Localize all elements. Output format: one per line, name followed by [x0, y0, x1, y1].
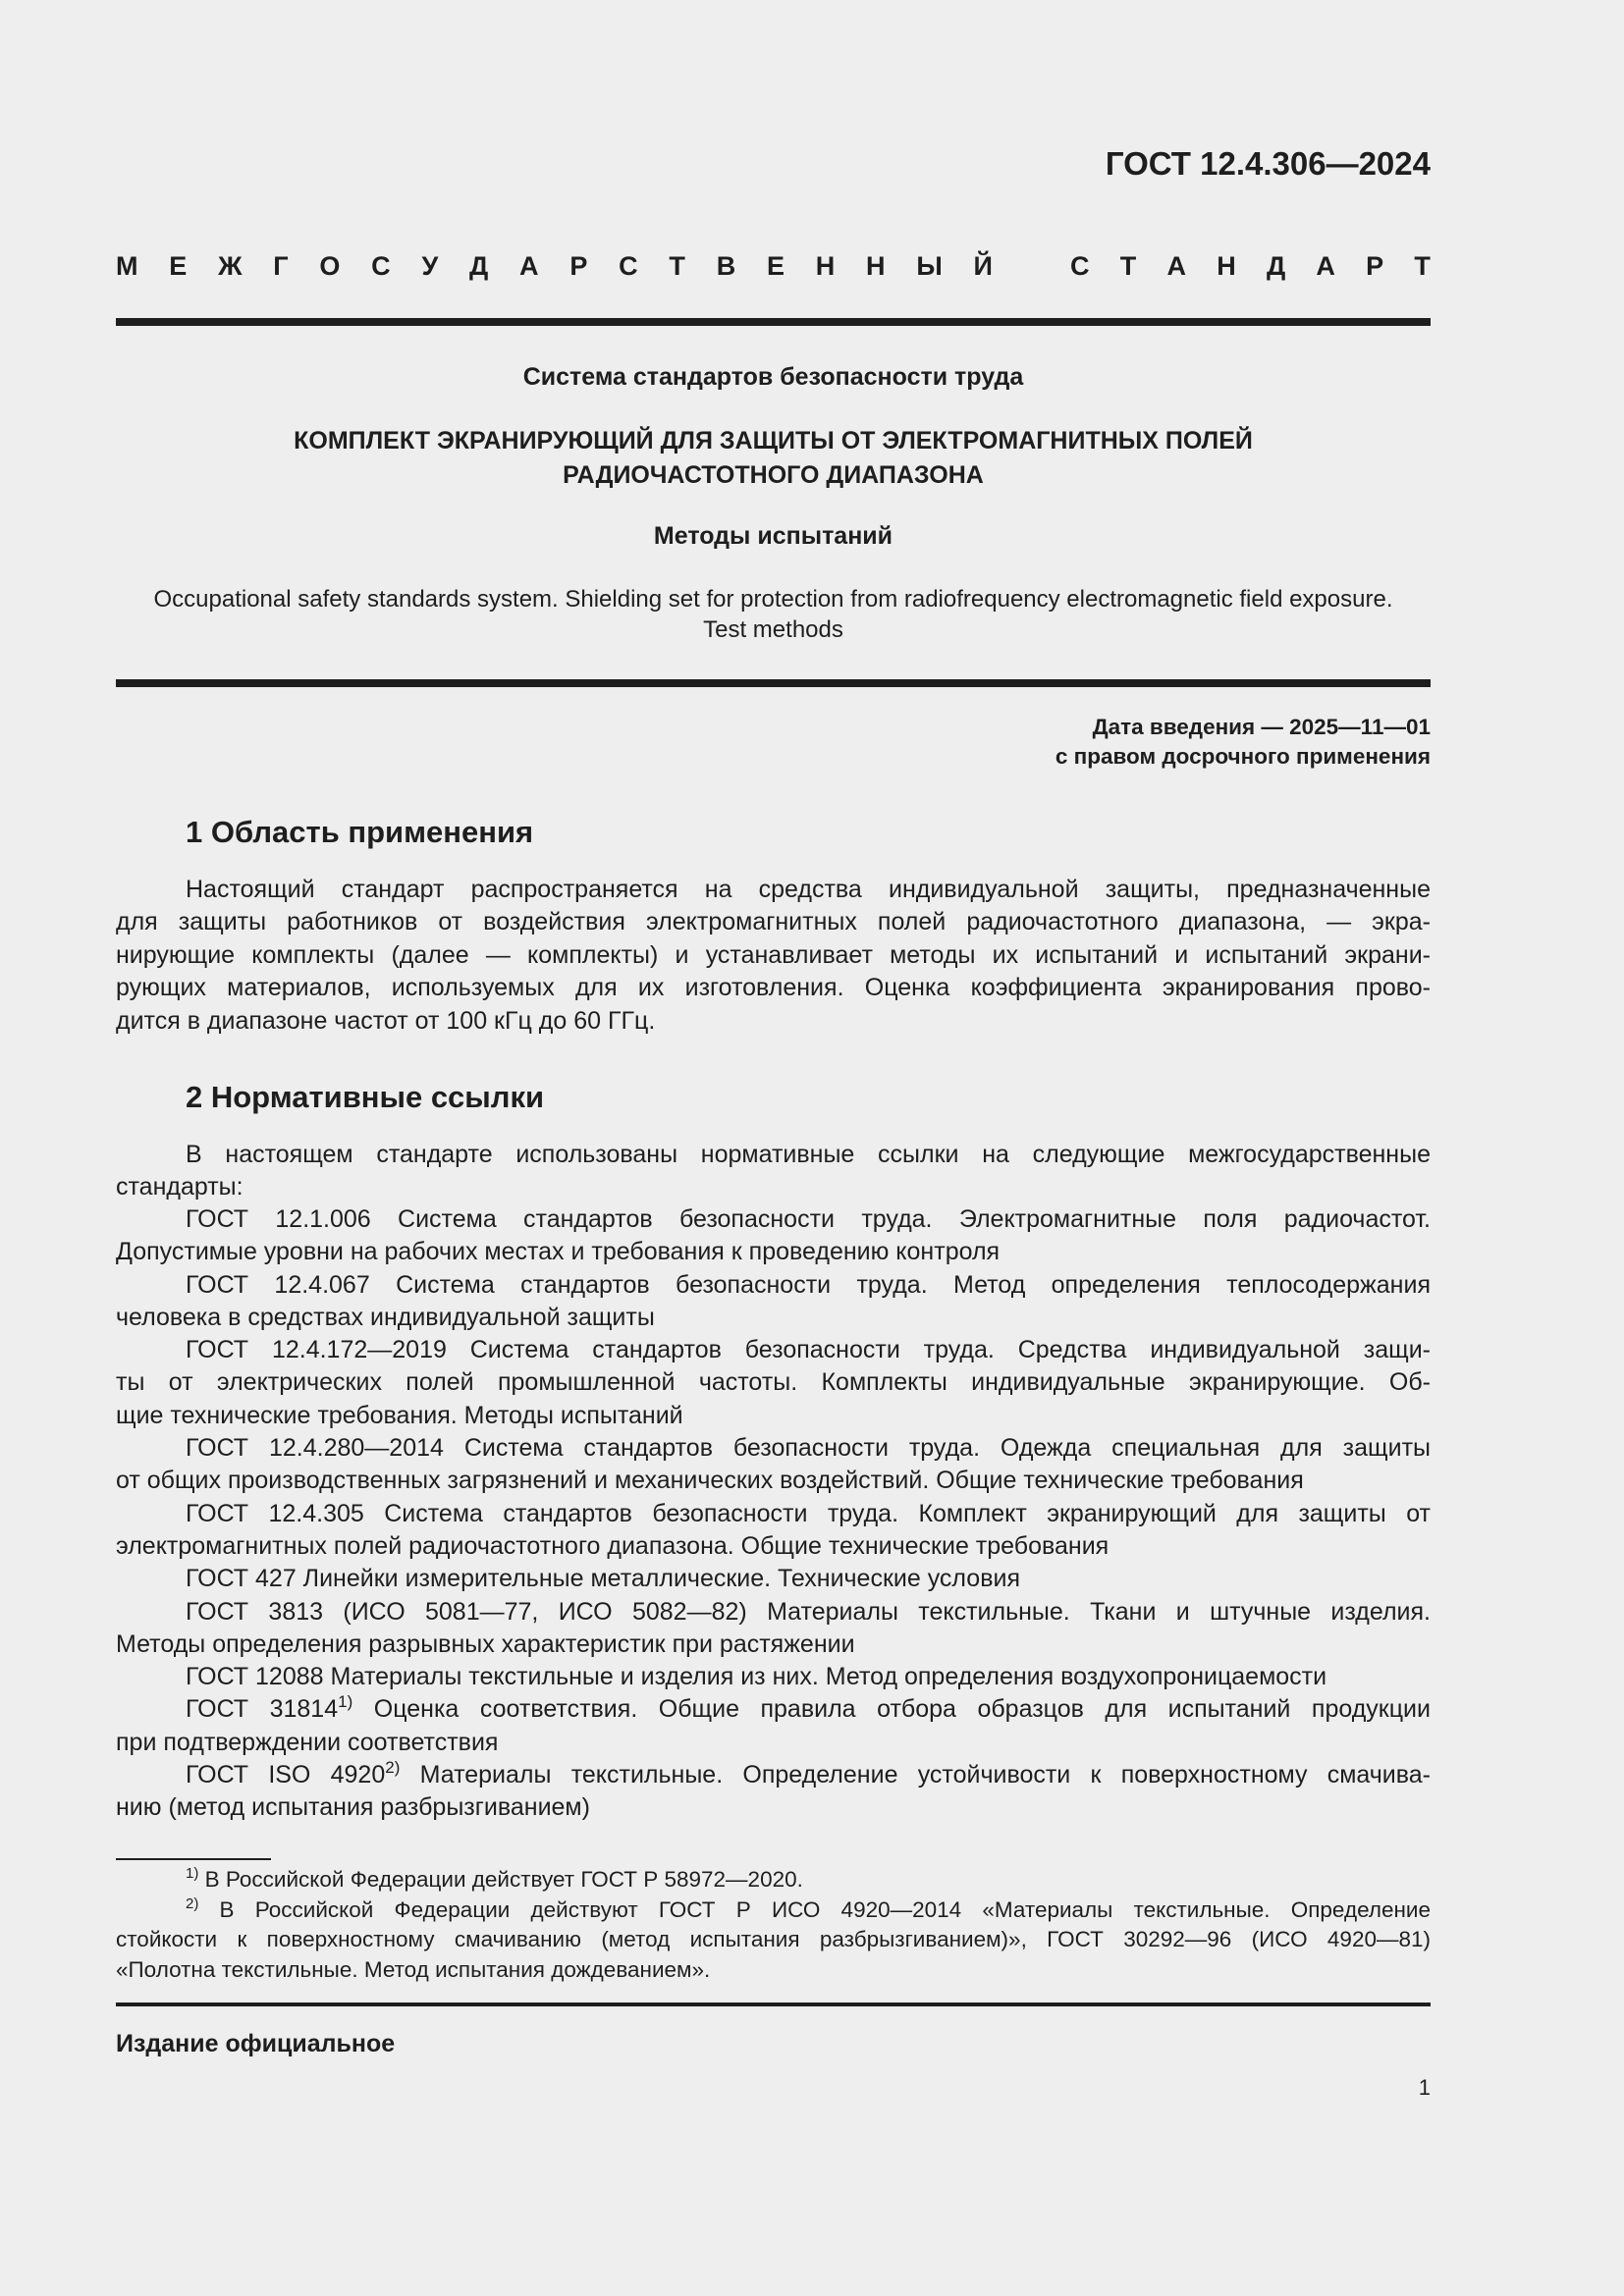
paragraph-line: при подтверждении соответствия	[116, 1728, 499, 1756]
paragraph-line: дится в диапазоне частот от 100 кГц до 60 ГГц.	[116, 1006, 656, 1035]
title-divider	[116, 679, 1431, 687]
footer-divider	[116, 2002, 1431, 2006]
reference-item	[116, 1759, 1431, 1825]
heading-letter: Н	[1217, 251, 1236, 281]
paragraph-line: от общих производственных загрязнений и механических воздействий. Общие технические требования	[116, 1467, 1304, 1495]
paragraph-line: нию (метод испытания разбрызгиванием)	[116, 1793, 590, 1822]
paragraph-line: рующих материалов, используемых для их изготовления. Оценка коэффициента экранирования прово-	[116, 974, 1431, 1002]
footnote-text: В Российской Федерации действует ГОСТ Р 58972—2020.	[198, 1867, 803, 1892]
heading-letter: С	[619, 251, 638, 281]
paragraph-line	[116, 1759, 1431, 1791]
heading-letter: Д	[1266, 251, 1286, 281]
page-number: 1	[1418, 2075, 1431, 2100]
heading-letter: Н	[815, 251, 836, 281]
footnote-line: «Полотна текстильные. Метод испытания дождеванием».	[116, 1956, 711, 1982]
subtitle: Методы испытаний	[653, 522, 893, 550]
heading-letter: У	[421, 251, 439, 281]
footnote-mark: 2)	[186, 1895, 199, 1912]
paragraph-line: нирующие комплекты (далее — комплекты) и устанавливает методы их испытаний и испытаний экрани-	[116, 940, 1431, 969]
heading-letter: Ж	[218, 251, 243, 281]
paragraph-line: ГОСТ 12.4.067 Система стандартов безопасности труда. Метод определения теплосодержания	[186, 1270, 1431, 1299]
footnote-line: стойкости к поверхностному смачиванию (метод испытания разбрызгиванием)», ГОСТ 30292—96 (ИСО 4920—81)	[116, 1927, 1431, 1951]
paragraph-line: Допустимые уровни на рабочих местах и требования к проведению контроля	[116, 1238, 1001, 1266]
heading-letter: М	[116, 251, 138, 281]
paragraph-line: ГОСТ 12.4.172—2019 Система стандартов безопасности труда. Средства индивидуальной защи-	[186, 1336, 1431, 1364]
heading-letter: Й	[973, 251, 993, 281]
paragraph-line: ты от электрических полей промышленной частоты. Комплекты индивидуальные экранирующие. Об-	[116, 1368, 1431, 1397]
reference-items	[116, 1203, 1431, 1693]
heading-letter: О	[319, 251, 341, 281]
reference-item	[116, 1661, 1431, 1693]
heading-letter: А	[519, 251, 539, 281]
paragraph-line: ГОСТ 12088 Материалы текстильные и изделия из них. Метод определения воздухопроницаемости	[186, 1663, 1327, 1691]
reference-code: ГОСТ 31814	[186, 1695, 339, 1724]
footnote-separator	[116, 1858, 271, 1860]
english-title	[116, 584, 1431, 645]
paragraph-line: Методы определения разрывных характеристик при растяжении	[116, 1629, 855, 1658]
heading-letter: А	[1166, 251, 1186, 281]
reference-code: ГОСТ ISO 4920	[186, 1761, 386, 1789]
footnote-mark: 1)	[186, 1865, 199, 1882]
heading-letter: Е	[169, 251, 188, 281]
standard-kind-heading	[116, 251, 1431, 282]
reference-item	[116, 1498, 1431, 1564]
paragraph-line: ГОСТ 3813 (ИСО 5081—77, ИСО 5082—82) Материалы текстильные. Ткани и штучные изделия.	[186, 1597, 1431, 1626]
paragraph-line: для защиты работников от воздействия электромагнитных полей радиочастотного диапазона, — экра-	[116, 908, 1431, 936]
paragraph-line: человека в средствах индивидуальной защиты	[116, 1303, 655, 1331]
reference-item	[116, 1334, 1431, 1432]
paragraph-line: стандарты:	[116, 1173, 244, 1201]
reference-title: Оценка соответствия. Общие правила отбора образцов для испытаний продукции	[352, 1695, 1431, 1724]
heading-letter: Т	[1414, 251, 1431, 281]
footnotes	[116, 1865, 1431, 1985]
heading-letter: Г	[273, 251, 289, 281]
paragraph-line: Настоящий стандарт распространяется на средства индивидуальной защиты, предназначенные	[186, 876, 1431, 903]
heading-letter: Т	[669, 251, 685, 281]
heading-letter: Е	[766, 251, 785, 281]
introduction-date-line: Дата введения — 2025—11—01	[1092, 715, 1431, 739]
heading-letter: Н	[866, 251, 886, 281]
heading-letter: В	[716, 251, 736, 281]
heading-letter: А	[1316, 251, 1335, 281]
english-title-line: Test methods	[703, 616, 843, 643]
paragraph-line: ГОСТ 427 Линейки измерительные металлические. Технические условия	[186, 1565, 1020, 1593]
reference-item	[116, 1563, 1431, 1595]
footnote-1	[116, 1865, 1431, 1896]
reference-item	[116, 1693, 1431, 1759]
official-edition-label: Издание официальное	[116, 2030, 396, 2057]
standard-kind-word-standard	[1070, 251, 1431, 282]
footnote-2	[116, 1896, 1431, 1926]
paragraph-line	[116, 1693, 1431, 1726]
heading-letter: Ы	[916, 251, 943, 281]
footnote-text: В Российской Федерации действуют ГОСТ Р ИСО 4920—2014 «Материалы текстильные. Определение	[198, 1896, 1431, 1922]
system-title: Система стандартов безопасности труда	[522, 363, 1024, 391]
paragraph-line: щие технические требования. Методы испытаний	[116, 1401, 683, 1429]
heading-letter: Р	[1366, 251, 1384, 281]
reference-title: Материалы текстильные. Определение устойчивости к поверхностному смачива-	[400, 1761, 1431, 1789]
footnote-mark: 1)	[338, 1693, 353, 1712]
section-heading-scope: 1 Область применения	[186, 815, 534, 849]
section-scope-paragraph	[116, 874, 1431, 1038]
heading-letter: Р	[569, 251, 588, 281]
section-heading-references: 2 Нормативные ссылки	[186, 1080, 545, 1114]
heading-letter: Д	[469, 251, 489, 281]
paragraph-line: В настоящем стандарте использованы нормативные ссылки на следующие межгосударственные	[186, 1141, 1431, 1168]
main-title-line: РАДИОЧАСТОТНОГО ДИАПАЗОНА	[563, 461, 984, 489]
footnote-mark: 2)	[385, 1759, 401, 1778]
main-title-line: КОМПЛЕКТ ЭКРАНИРУЮЩИЙ ДЛЯ ЗАЩИТЫ ОТ ЭЛЕКТРОМАГНИТНЫХ ПОЛЕЙ	[294, 427, 1253, 454]
heading-letter: Т	[1119, 251, 1137, 281]
english-title-line: Occupational safety standards system. Shielding set for protection from radiofrequency electromagnetic field exposure.	[153, 586, 1393, 613]
section-references-intro	[116, 1139, 1431, 1204]
paragraph-line: ГОСТ 12.4.305 Система стандартов безопасности труда. Комплект экранирующий для защиты от	[186, 1499, 1431, 1527]
paragraph-line: ГОСТ 12.4.280—2014 Система стандартов безопасности труда. Одежда специальная для защиты	[186, 1434, 1431, 1463]
main-title	[116, 424, 1431, 493]
reference-item	[116, 1203, 1431, 1269]
heading-letter: С	[1070, 251, 1090, 281]
heading-letter: С	[371, 251, 391, 281]
introduction-date	[1056, 713, 1431, 772]
reference-item	[116, 1596, 1431, 1662]
standard-kind-word-interstate	[116, 251, 993, 282]
paragraph-line: ГОСТ 12.1.006 Система стандартов безопасности труда. Электромагнитные поля радиочастот.	[186, 1205, 1431, 1233]
top-divider	[116, 318, 1431, 326]
paragraph-line: электромагнитных полей радиочастотного диапазона. Общие технические требования	[116, 1531, 1110, 1560]
early-application-note: с правом досрочного применения	[1055, 744, 1431, 769]
normative-references-list	[116, 1203, 1431, 1825]
reference-item	[116, 1432, 1431, 1498]
reference-item	[116, 1269, 1431, 1335]
document-id: ГОСТ 12.4.306—2024	[1105, 145, 1431, 182]
